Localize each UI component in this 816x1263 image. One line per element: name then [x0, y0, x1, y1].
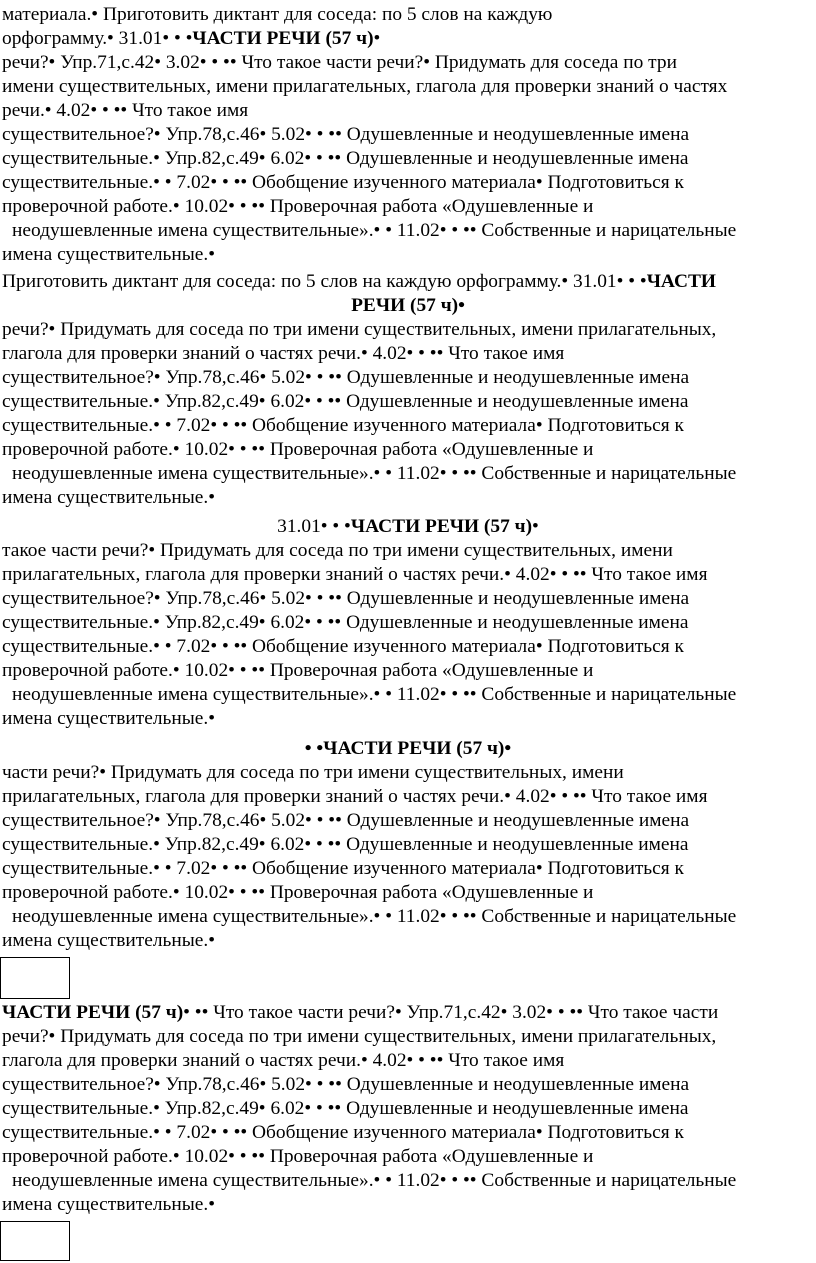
text-line: имена существительные.•	[2, 487, 216, 508]
text-line: прилагательных, глагола для проверки знаний о частях речи.• 4.02• • •• Что такое имя	[2, 564, 708, 585]
text-line: существительное?• Упр.78,с.46• 5.02• • •• Одушевленные и неодушевленные имена	[2, 1074, 690, 1095]
empty-frame	[0, 957, 70, 999]
text-line: материала.• Приготовить диктант для соседа: по 5 слов на каждую	[2, 4, 553, 25]
text-line: проверочной работе.• 10.02• • •• Проверочная работа «Одушевленные и	[2, 660, 594, 681]
text-line: существительное?• Упр.78,с.46• 5.02• • •• Одушевленные и неодушевленные имена	[2, 367, 690, 388]
section-heading: 31.01• • •ЧАСТИ РЕЧИ (57 ч)•	[277, 516, 539, 537]
text-line: имена существительные.•	[2, 708, 216, 729]
text-line: неодушевленные имена существительные».• • 11.02• • •• Собственные и нарицательные	[12, 220, 737, 241]
text-line: такое части речи?• Придумать для соседа по три имени существительных, имени	[2, 540, 673, 561]
text-line: имени существительных, имени прилагательных, глагола для проверки знаний о частях	[2, 76, 728, 97]
text-line: существительные.• • 7.02• • •• Обобщение изученного материала• Подготовиться к	[2, 415, 684, 436]
text-line: ЧАСТИ РЕЧИ (57 ч)• •• Что такое части речи?• Упр.71,с.42• 3.02• • •• Что такое части	[2, 1002, 719, 1023]
text-line: существительные.• Упр.82,с.49• 6.02• • •• Одушевленные и неодушевленные имена	[2, 148, 689, 169]
text-line: существительные.• Упр.82,с.49• 6.02• • •• Одушевленные и неодушевленные имена	[2, 391, 689, 412]
text-line: существительное?• Упр.78,с.46• 5.02• • •• Одушевленные и неодушевленные имена	[2, 810, 690, 831]
text-line: неодушевленные имена существительные».• • 11.02• • •• Собственные и нарицательные	[12, 1170, 737, 1191]
bold-heading-text: ЧАСТИ	[646, 271, 716, 292]
text-line: речи.• 4.02• • •• Что такое имя	[2, 100, 249, 121]
text-line: орфограмму.• 31.01• • •ЧАСТИ РЕЧИ (57 ч)•	[2, 28, 381, 49]
text-line: проверочной работе.• 10.02• • •• Проверочная работа «Одушевленные и	[2, 1146, 594, 1167]
section-heading: • •ЧАСТИ РЕЧИ (57 ч)•	[304, 738, 512, 759]
text-line: неодушевленные имена существительные».• • 11.02• • •• Собственные и нарицательные	[12, 463, 737, 484]
text-line: существительное?• Упр.78,с.46• 5.02• • •• Одушевленные и неодушевленные имена	[2, 124, 690, 145]
text-line: проверочной работе.• 10.02• • •• Проверочная работа «Одушевленные и	[2, 439, 594, 460]
text-line: проверочной работе.• 10.02• • •• Проверочная работа «Одушевленные и	[2, 882, 594, 903]
text-line: Приготовить диктант для соседа: по 5 слов на каждую орфограмму.• 31.01• • •ЧАСТИ	[2, 271, 716, 292]
text-line: части речи?• Придумать для соседа по три имени существительных, имени	[2, 762, 624, 783]
text-line: речи?• Придумать для соседа по три имени существительных, имени прилагательных,	[2, 1026, 717, 1047]
text-line: существительные.• Упр.82,с.49• 6.02• • •• Одушевленные и неодушевленные имена	[2, 834, 689, 855]
text-line: существительные.• Упр.82,с.49• 6.02• • •• Одушевленные и неодушевленные имена	[2, 1098, 689, 1119]
text-line: речи?• Упр.71,с.42• 3.02• • •• Что такое части речи?• Придумать для соседа по три	[2, 52, 677, 73]
text-line: проверочной работе.• 10.02• • •• Проверочная работа «Одушевленные и	[2, 196, 594, 217]
section-heading: РЕЧИ (57 ч)•	[351, 295, 465, 316]
bold-heading-text: ЧАСТИ РЕЧИ (57 ч)	[350, 516, 533, 537]
text-line: имена существительные.•	[2, 1194, 216, 1215]
text-line: существительные.• • 7.02• • •• Обобщение изученного материала• Подготовиться к	[2, 858, 684, 879]
bold-heading-text: ЧАСТИ РЕЧИ (57 ч)	[2, 1002, 184, 1023]
text-line: речи?• Придумать для соседа по три имени существительных, имени прилагательных,	[2, 319, 717, 340]
text-line: существительные.• • 7.02• • •• Обобщение изученного материала• Подготовиться к	[2, 172, 684, 193]
text-line: существительные.• • 7.02• • •• Обобщение изученного материала• Подготовиться к	[2, 636, 684, 657]
bold-heading-text: ЧАСТИ РЕЧИ (57 ч)	[192, 28, 374, 49]
text-line: имена существительные.•	[2, 244, 216, 265]
text-line: существительное?• Упр.78,с.46• 5.02• • •• Одушевленные и неодушевленные имена	[2, 588, 690, 609]
text-line: глагола для проверки знаний о частях речи.• 4.02• • •• Что такое имя	[2, 343, 565, 364]
text-line: существительные.• Упр.82,с.49• 6.02• • •• Одушевленные и неодушевленные имена	[2, 612, 689, 633]
text-line: прилагательных, глагола для проверки знаний о частях речи.• 4.02• • •• Что такое имя	[2, 786, 708, 807]
text-line: неодушевленные имена существительные».• • 11.02• • •• Собственные и нарицательные	[12, 906, 737, 927]
text-line: имена существительные.•	[2, 930, 216, 951]
empty-frame	[0, 1221, 70, 1261]
text-line: неодушевленные имена существительные».• • 11.02• • •• Собственные и нарицательные	[12, 684, 737, 705]
text-line: глагола для проверки знаний о частях речи.• 4.02• • •• Что такое имя	[2, 1050, 565, 1071]
text-line: существительные.• • 7.02• • •• Обобщение изученного материала• Подготовиться к	[2, 1122, 684, 1143]
